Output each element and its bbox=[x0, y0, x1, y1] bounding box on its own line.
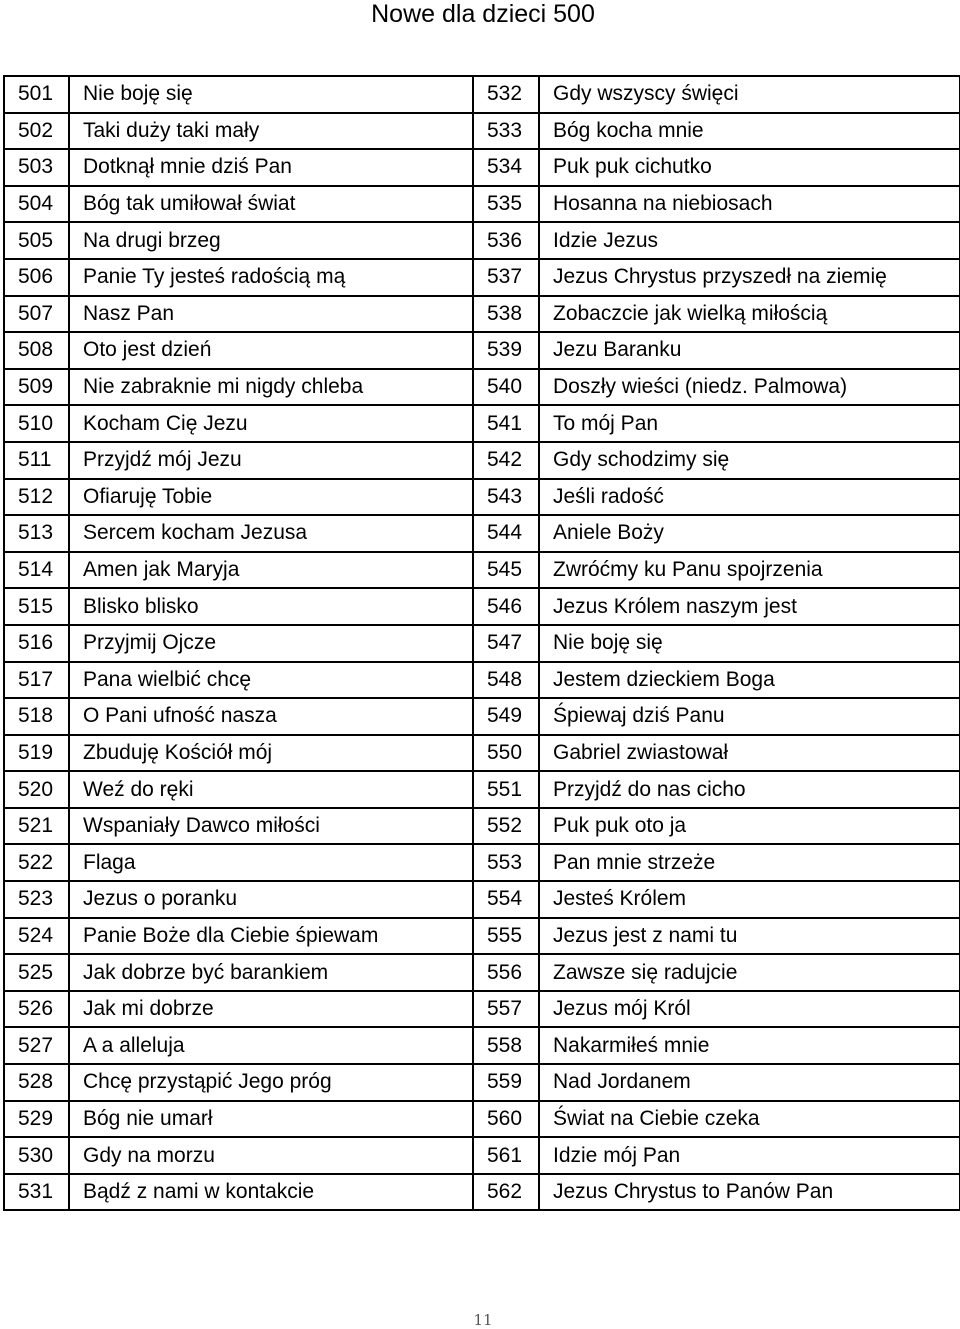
song-number-cell: 521 bbox=[4, 808, 69, 845]
song-number-cell: 562 bbox=[473, 1174, 539, 1211]
song-title-cell: Bądź z nami w kontakcie bbox=[69, 1174, 473, 1211]
table-row bbox=[4, 186, 960, 223]
song-title-cell: Przyjmij Ojcze bbox=[69, 625, 473, 662]
song-number-cell: 510 bbox=[4, 405, 69, 442]
song-number-cell: 532 bbox=[473, 76, 539, 113]
table-row bbox=[4, 1064, 960, 1101]
song-title-cell: Jezu Baranku bbox=[539, 332, 960, 369]
song-number-cell: 536 bbox=[473, 222, 539, 259]
song-number-cell: 501 bbox=[4, 76, 69, 113]
song-title-cell: Przyjdź mój Jezu bbox=[69, 442, 473, 479]
song-title-cell: Panie Ty jesteś radością mą bbox=[69, 259, 473, 296]
table-row bbox=[4, 954, 960, 991]
song-number-cell: 513 bbox=[4, 515, 69, 552]
table-row bbox=[4, 1027, 960, 1064]
song-number-cell: 543 bbox=[473, 479, 539, 516]
song-number-cell: 526 bbox=[4, 991, 69, 1028]
song-number-cell: 545 bbox=[473, 552, 539, 589]
song-title-cell: Hosanna na niebiosach bbox=[539, 186, 960, 223]
song-number-cell: 539 bbox=[473, 332, 539, 369]
page-title: Nowe dla dzieci 500 bbox=[371, 0, 595, 28]
song-title-cell: Ofiaruję Tobie bbox=[69, 479, 473, 516]
song-title-cell: Pan mnie strzeże bbox=[539, 844, 960, 881]
table-row bbox=[4, 1101, 960, 1138]
song-title-cell: Zwróćmy ku Panu spojrzenia bbox=[539, 552, 960, 589]
song-number-cell: 557 bbox=[473, 991, 539, 1028]
table-row bbox=[4, 149, 960, 186]
song-number-cell: 552 bbox=[473, 808, 539, 845]
song-title-cell: Bóg tak umiłował świat bbox=[69, 186, 473, 223]
song-title-cell: Jak dobrze być barankiem bbox=[69, 954, 473, 991]
song-title-cell: Jezus mój Król bbox=[539, 991, 960, 1028]
song-number-cell: 554 bbox=[473, 881, 539, 918]
song-title-cell: Nad Jordanem bbox=[539, 1064, 960, 1101]
song-title-cell: Na drugi brzeg bbox=[69, 222, 473, 259]
song-number-cell: 518 bbox=[4, 698, 69, 735]
song-title-cell: Jestem dzieckiem Boga bbox=[539, 662, 960, 699]
table-row bbox=[4, 771, 960, 808]
song-title-cell: Puk puk cichutko bbox=[539, 149, 960, 186]
song-number-cell: 558 bbox=[473, 1027, 539, 1064]
song-number-cell: 505 bbox=[4, 222, 69, 259]
song-title-cell: Wspaniały Dawco miłości bbox=[69, 808, 473, 845]
song-number-cell: 551 bbox=[473, 771, 539, 808]
song-title-cell: Bóg nie umarł bbox=[69, 1101, 473, 1138]
song-number-cell: 534 bbox=[473, 149, 539, 186]
song-title-cell: Nakarmiłeś mnie bbox=[539, 1027, 960, 1064]
song-title-cell: Gdy na morzu bbox=[69, 1137, 473, 1174]
song-number-cell: 555 bbox=[473, 918, 539, 955]
song-number-cell: 511 bbox=[4, 442, 69, 479]
song-number-cell: 515 bbox=[4, 588, 69, 625]
song-title-cell: Jezus jest z nami tu bbox=[539, 918, 960, 955]
table-row bbox=[4, 405, 960, 442]
song-number-cell: 540 bbox=[473, 369, 539, 406]
song-title-cell: Flaga bbox=[69, 844, 473, 881]
table-row bbox=[4, 735, 960, 772]
song-number-cell: 523 bbox=[4, 881, 69, 918]
table-row bbox=[4, 442, 960, 479]
song-title-cell: Pana wielbić chcę bbox=[69, 662, 473, 699]
song-title-cell: Nie zabraknie mi nigdy chleba bbox=[69, 369, 473, 406]
song-number-cell: 528 bbox=[4, 1064, 69, 1101]
song-title-cell: A a alleluja bbox=[69, 1027, 473, 1064]
song-number-cell: 546 bbox=[473, 588, 539, 625]
song-title-cell: Jezus o poranku bbox=[69, 881, 473, 918]
table-row bbox=[4, 991, 960, 1028]
song-number-cell: 514 bbox=[4, 552, 69, 589]
table-row bbox=[4, 552, 960, 589]
table-row bbox=[4, 918, 960, 955]
song-number-cell: 549 bbox=[473, 698, 539, 735]
song-title-cell: Zbuduję Kościół mój bbox=[69, 735, 473, 772]
song-number-cell: 530 bbox=[4, 1137, 69, 1174]
song-title-cell: Taki duży taki mały bbox=[69, 113, 473, 150]
song-title-cell: Weź do ręki bbox=[69, 771, 473, 808]
song-title-cell: Puk puk oto ja bbox=[539, 808, 960, 845]
table-row bbox=[4, 369, 960, 406]
song-title-cell: Doszły wieści (niedz. Palmowa) bbox=[539, 369, 960, 406]
song-number-cell: 520 bbox=[4, 771, 69, 808]
song-number-cell: 550 bbox=[473, 735, 539, 772]
song-number-cell: 516 bbox=[4, 625, 69, 662]
table-row bbox=[4, 881, 960, 918]
song-title-cell: Świat na Ciebie czeka bbox=[539, 1101, 960, 1138]
song-number-cell: 506 bbox=[4, 259, 69, 296]
song-number-cell: 541 bbox=[473, 405, 539, 442]
song-number-cell: 527 bbox=[4, 1027, 69, 1064]
song-number-cell: 535 bbox=[473, 186, 539, 223]
song-number-cell: 509 bbox=[4, 369, 69, 406]
song-number-cell: 544 bbox=[473, 515, 539, 552]
table-row bbox=[4, 625, 960, 662]
table-row bbox=[4, 76, 960, 113]
table-row bbox=[4, 698, 960, 735]
song-title-cell: O Pani ufność nasza bbox=[69, 698, 473, 735]
song-title-cell: Chcę przystąpić Jego próg bbox=[69, 1064, 473, 1101]
table-row bbox=[4, 296, 960, 333]
song-number-cell: 507 bbox=[4, 296, 69, 333]
song-title-cell: Zawsze się radujcie bbox=[539, 954, 960, 991]
song-title-cell: Śpiewaj dziś Panu bbox=[539, 698, 960, 735]
song-title-cell: Gdy wszyscy święci bbox=[539, 76, 960, 113]
table-row bbox=[4, 222, 960, 259]
page-number: 11 bbox=[473, 1311, 493, 1329]
song-number-cell: 512 bbox=[4, 479, 69, 516]
table-row bbox=[4, 259, 960, 296]
song-number-cell: 560 bbox=[473, 1101, 539, 1138]
song-title-cell: Gabriel zwiastował bbox=[539, 735, 960, 772]
song-title-cell: Jezus Królem naszym jest bbox=[539, 588, 960, 625]
song-number-cell: 537 bbox=[473, 259, 539, 296]
song-title-cell: Gdy schodzimy się bbox=[539, 442, 960, 479]
song-title-cell: Idzie Jezus bbox=[539, 222, 960, 259]
song-title-cell: Jezus Chrystus przyszedł na ziemię bbox=[539, 259, 960, 296]
song-number-cell: 503 bbox=[4, 149, 69, 186]
table-row bbox=[4, 844, 960, 881]
song-number-cell: 525 bbox=[4, 954, 69, 991]
song-title-cell: Nie boję się bbox=[69, 76, 473, 113]
table-row bbox=[4, 588, 960, 625]
song-title-cell: Oto jest dzień bbox=[69, 332, 473, 369]
song-title-cell: Zobaczcie jak wielką miłością bbox=[539, 296, 960, 333]
song-number-cell: 553 bbox=[473, 844, 539, 881]
table-row bbox=[4, 1174, 960, 1211]
table-row bbox=[4, 113, 960, 150]
song-title-cell: Jesteś Królem bbox=[539, 881, 960, 918]
song-title-cell: Jak mi dobrze bbox=[69, 991, 473, 1028]
song-title-cell: Panie Boże dla Ciebie śpiewam bbox=[69, 918, 473, 955]
song-number-cell: 542 bbox=[473, 442, 539, 479]
song-title-cell: Nasz Pan bbox=[69, 296, 473, 333]
song-title-cell: Dotknął mnie dziś Pan bbox=[69, 149, 473, 186]
song-number-cell: 517 bbox=[4, 662, 69, 699]
song-number-cell: 529 bbox=[4, 1101, 69, 1138]
song-number-cell: 504 bbox=[4, 186, 69, 223]
song-number-cell: 524 bbox=[4, 918, 69, 955]
song-title-cell: Blisko blisko bbox=[69, 588, 473, 625]
song-title-cell: Idzie mój Pan bbox=[539, 1137, 960, 1174]
table-row bbox=[4, 332, 960, 369]
table-row bbox=[4, 808, 960, 845]
song-title-cell: Kocham Cię Jezu bbox=[69, 405, 473, 442]
song-title-cell: Sercem kocham Jezusa bbox=[69, 515, 473, 552]
song-title-cell: Amen jak Maryja bbox=[69, 552, 473, 589]
table-row bbox=[4, 479, 960, 516]
song-number-cell: 548 bbox=[473, 662, 539, 699]
song-number-cell: 561 bbox=[473, 1137, 539, 1174]
song-number-cell: 531 bbox=[4, 1174, 69, 1211]
song-number-cell: 547 bbox=[473, 625, 539, 662]
song-title-cell: Aniele Boży bbox=[539, 515, 960, 552]
song-index-table bbox=[3, 75, 960, 1211]
table-row bbox=[4, 1137, 960, 1174]
song-number-cell: 559 bbox=[473, 1064, 539, 1101]
song-title-cell: Przyjdź do nas cicho bbox=[539, 771, 960, 808]
song-number-cell: 533 bbox=[473, 113, 539, 150]
song-title-cell: Jeśli radość bbox=[539, 479, 960, 516]
song-title-cell: Jezus Chrystus to Panów Pan bbox=[539, 1174, 960, 1211]
table-row bbox=[4, 515, 960, 552]
song-number-cell: 538 bbox=[473, 296, 539, 333]
song-title-cell: Bóg kocha mnie bbox=[539, 113, 960, 150]
table-row bbox=[4, 662, 960, 699]
song-number-cell: 522 bbox=[4, 844, 69, 881]
song-number-cell: 519 bbox=[4, 735, 69, 772]
song-table-body bbox=[4, 76, 960, 1210]
song-title-cell: Nie boję się bbox=[539, 625, 960, 662]
song-number-cell: 502 bbox=[4, 113, 69, 150]
song-number-cell: 508 bbox=[4, 332, 69, 369]
song-number-cell: 556 bbox=[473, 954, 539, 991]
song-title-cell: To mój Pan bbox=[539, 405, 960, 442]
